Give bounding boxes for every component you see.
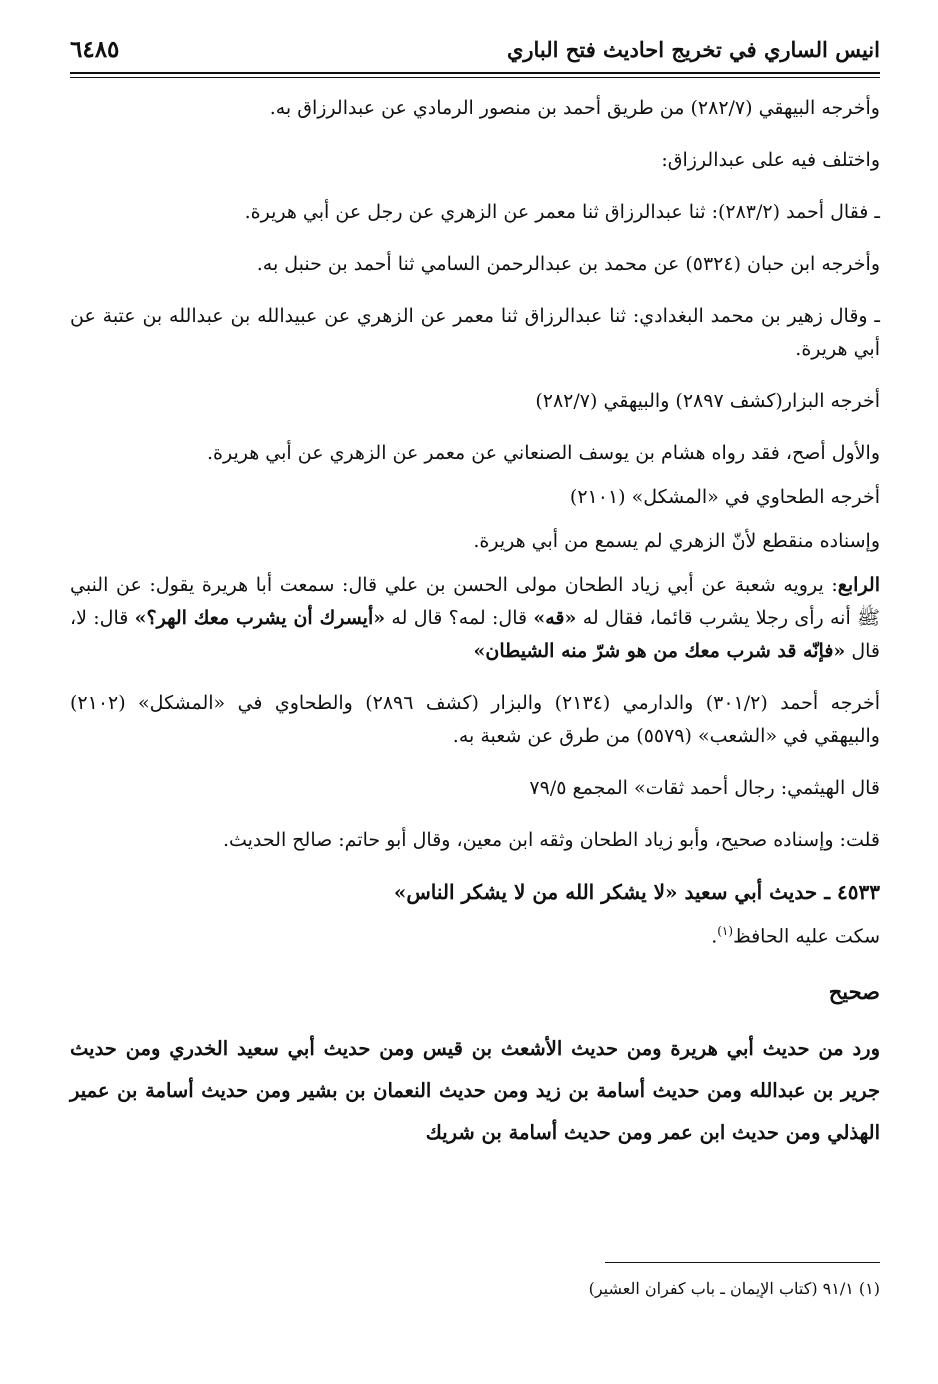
paragraph: وأخرجه ابن حبان (٥٣٢٤) عن محمد بن عبدالرحمن السامي ثنا أحمد بن حنبل به. bbox=[256, 253, 880, 275]
footnote: (١) ٩١/١ (كتاب الإيمان ـ باب كفران العشير) bbox=[588, 1279, 880, 1298]
hadith-quote: «فإنّه قد شرب معك من هو شرّ منه الشيطان» bbox=[473, 640, 846, 662]
entry-note bbox=[70, 915, 880, 953]
hadith-quote: «أيسرك أن يشرب معك الهر؟» bbox=[134, 607, 386, 629]
note-text: سكت عليه الحافظ bbox=[733, 925, 880, 948]
paragraph: ـ فقال أحمد (٢٨٣/٢): ثنا عبدالرزاق ثنا معمر عن الزهري عن رجل عن أبي هريرة. bbox=[244, 201, 880, 223]
page-number: ٦٤٨٥ bbox=[70, 35, 120, 63]
paragraph: أخرجه البزار(كشف ٢٨٩٧) والبيهقي (٢٨٢/٧) bbox=[535, 390, 880, 412]
text-run: : يرويه شعبة عن أبي زياد الطحان مولى الحسن بن علي قال: سمعت أبا هريرة يقول: عن النبي ﷺ أنه رأى رجلا يشرب قائما، فقال له bbox=[70, 574, 880, 629]
paragraph: وإسناده منقطع لأنّ الزهري لم يسمع من أبي هريرة. bbox=[473, 530, 880, 552]
hadith-entry-heading: ٤٥٣٣ ـ حديث أبي سعيد «لا يشكر الله من لا يشكر الناس» bbox=[393, 880, 880, 904]
hadith-quote: «قه» bbox=[533, 607, 577, 629]
book-title: انيس الساري في تخريج احاديث فتح الباري bbox=[506, 36, 880, 62]
paragraph: واختلف فيه على عبدالرزاق: bbox=[661, 149, 880, 171]
running-header bbox=[70, 30, 880, 68]
paragraph: وأخرجه البيهقي (٢٨٢/٧) من طريق أحمد بن منصور الرمادي عن عبدالرزاق به. bbox=[269, 97, 880, 119]
main-text bbox=[70, 92, 880, 1173]
paragraph: قال الهيثمي: رجال أحمد ثقات» المجمع ٧٩/٥ bbox=[529, 777, 880, 799]
paragraph: ـ وقال زهير بن محمد البغدادي: ثنا عبدالرزاق ثنا معمر عن الزهري عن عبيدالله بن عبدالله بن عتبة عن أبي هريرة. bbox=[70, 305, 880, 360]
note-end: . bbox=[711, 925, 718, 948]
paragraph: أخرجه أحمد (٣٠١/٢) والدارمي (٢١٣٤) والبزار (كشف ٢٨٩٦) والطحاوي في «المشكل» (٢١٠٢) والبيهقي في «الشعب» (٥٥٧٩) من طرق عن شعبة به. bbox=[70, 692, 881, 747]
paragraph: قلت: وإسناده صحيح، وأبو زياد الطحان وثقه ابن معين، وقال أبو حاتم: صالح الحديث. bbox=[222, 829, 880, 851]
text-run: قال: لا، قال bbox=[70, 607, 880, 662]
text-run: قال: لمه؟ قال له bbox=[385, 607, 534, 629]
paragraph: والأول أصح، فقد رواه هشام بن يوسف الصنعاني عن معمر عن الزهري عن أبي هريرة. bbox=[206, 442, 880, 464]
footnote-rule bbox=[605, 1262, 880, 1263]
footnote-ref: (١) bbox=[717, 924, 734, 938]
verdict-label: صحيح bbox=[828, 979, 880, 1005]
verdict-text: ورد من حديث أبي هريرة ومن حديث الأشعث بن قيس ومن حديث أبي سعيد الخدري ومن حديث جرير بن عبدالله ومن حديث أسامة بن زيد ومن حديث النعمان بن بشير ومن حديث أسامة بن عمير الهذلي ومن حديث ابن عمر ومن حديث أسامة بن شريك bbox=[70, 1036, 880, 1144]
header-rule bbox=[70, 72, 880, 78]
section-lead: الرابع bbox=[837, 574, 880, 596]
paragraph: أخرجه الطحاوي في «المشكل» (٢١٠١) bbox=[569, 486, 880, 508]
paragraph-rabi bbox=[70, 569, 880, 668]
